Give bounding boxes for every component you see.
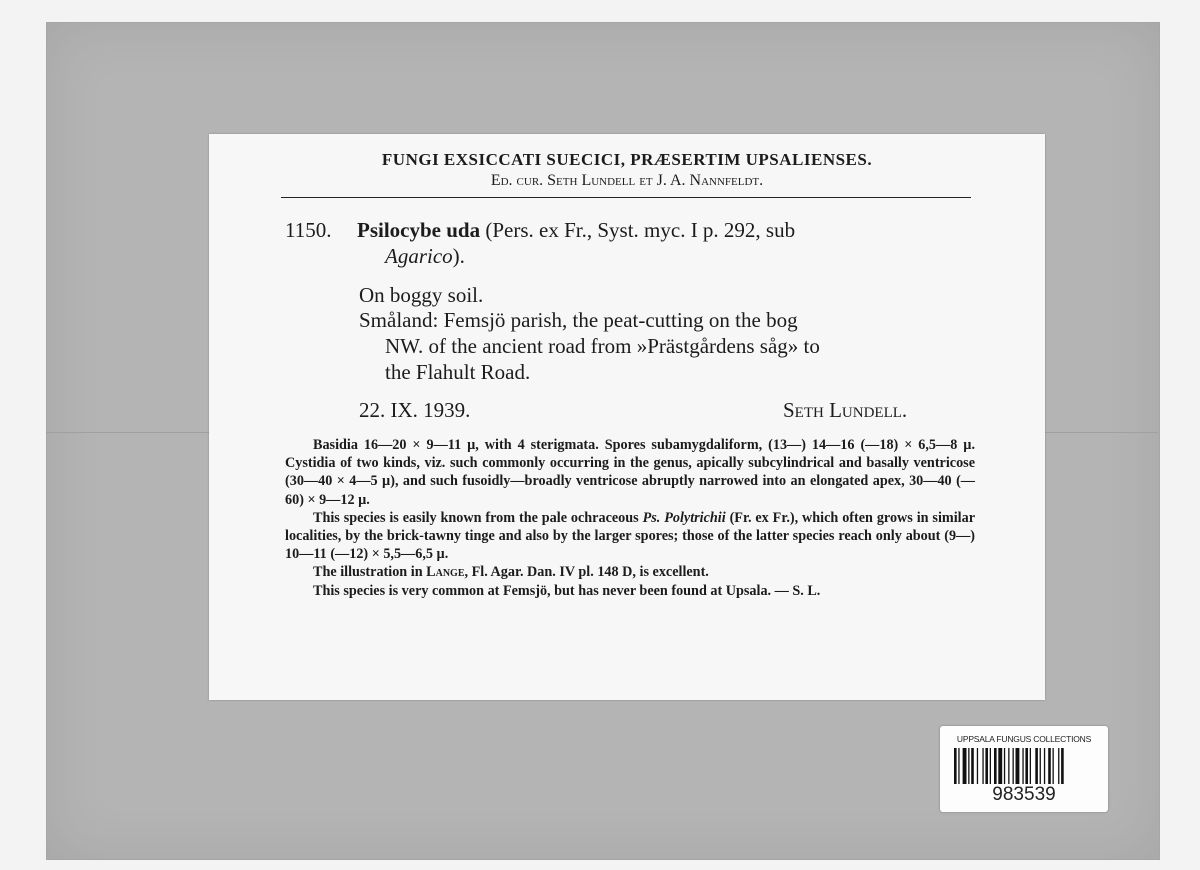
- specimen-label: [209, 134, 1045, 700]
- notes-p2-a: This species is easily known from the pale ochraceous: [313, 509, 643, 526]
- locality-line-3: the Flahult Road.: [385, 360, 531, 384]
- series-title: FUNGI EXSICCATI SUECICI, PRÆSERTIM UPSALIENSES.: [381, 150, 873, 169]
- taxon-name: Psilocybe uda: [357, 218, 481, 242]
- habitat: On boggy soil.: [359, 283, 484, 307]
- taxon-line: [357, 216, 972, 244]
- editors-line: [209, 172, 1045, 190]
- exsiccata-number: 1150.: [285, 218, 332, 242]
- barcode-title: UPPSALA FUNGUS COLLECTIONS: [956, 734, 1092, 744]
- taxon-line-2: [385, 242, 465, 270]
- collection-date: 22. IX. 1939.: [359, 398, 471, 422]
- collector: Seth Lundell.: [783, 398, 908, 422]
- notes-paragraph-3: [285, 563, 975, 581]
- notes-paragraph-1: Basidia 16—20 × 9—11 µ, with 4 sterigmata. Spores subamygdaliform, (13—) 14—16 (—18) × 6,5—8 µ. Cystidia of two kinds, viz. such commonly occurring in the genus, apically subcylindrical and basally ventricose (30—40 × 4—5 µ), and such fusoidly—broadly ventricose abruptly narrowed into an elongated apex, 30—40 (—60) × 9—12 µ.: [285, 437, 975, 508]
- header-rule: [281, 197, 971, 198]
- locality-line-1: Småland: Femsjö parish, the peat-cutting on the bog: [359, 308, 798, 332]
- notes-paragraph-4: This species is very common at Femsjö, but has never been found at Upsala. — S. L.: [313, 582, 821, 599]
- notes-p2-species: Ps. Polytrichii: [642, 509, 726, 526]
- genus-tail: ).: [452, 244, 465, 268]
- barcode-label: [940, 726, 1108, 812]
- genus-note: Agarico: [385, 244, 453, 268]
- locality-line-2: NW. of the ancient road from »Prästgårdens såg» to: [385, 334, 820, 358]
- notes-p3-a: The illustration in: [313, 564, 427, 581]
- taxon-authority: (Pers. ex Fr., Syst. myc. I p. 292, sub: [480, 218, 796, 242]
- notes-p3-b: , Fl. Agar. Dan. IV pl. 148 D, is excellent.: [464, 564, 709, 581]
- notes-paragraph-2: [285, 509, 975, 564]
- notes-p2-b: (Fr. ex Fr.), which often grows in similar localities, by the brick-tawny tinge and also by the larger spores; those of the latter species reach only about (9—) 10—11 (—12) × 5,5—6,5 µ.: [285, 509, 975, 563]
- notes: [285, 436, 975, 600]
- notes-p3-author: Lange: [426, 564, 465, 581]
- barcode-number: 983539: [992, 784, 1056, 805]
- barcode-icon: [954, 748, 1094, 784]
- editors-text: Ed. cur. Seth Lundell et J. A. Nannfeldt.: [490, 172, 764, 189]
